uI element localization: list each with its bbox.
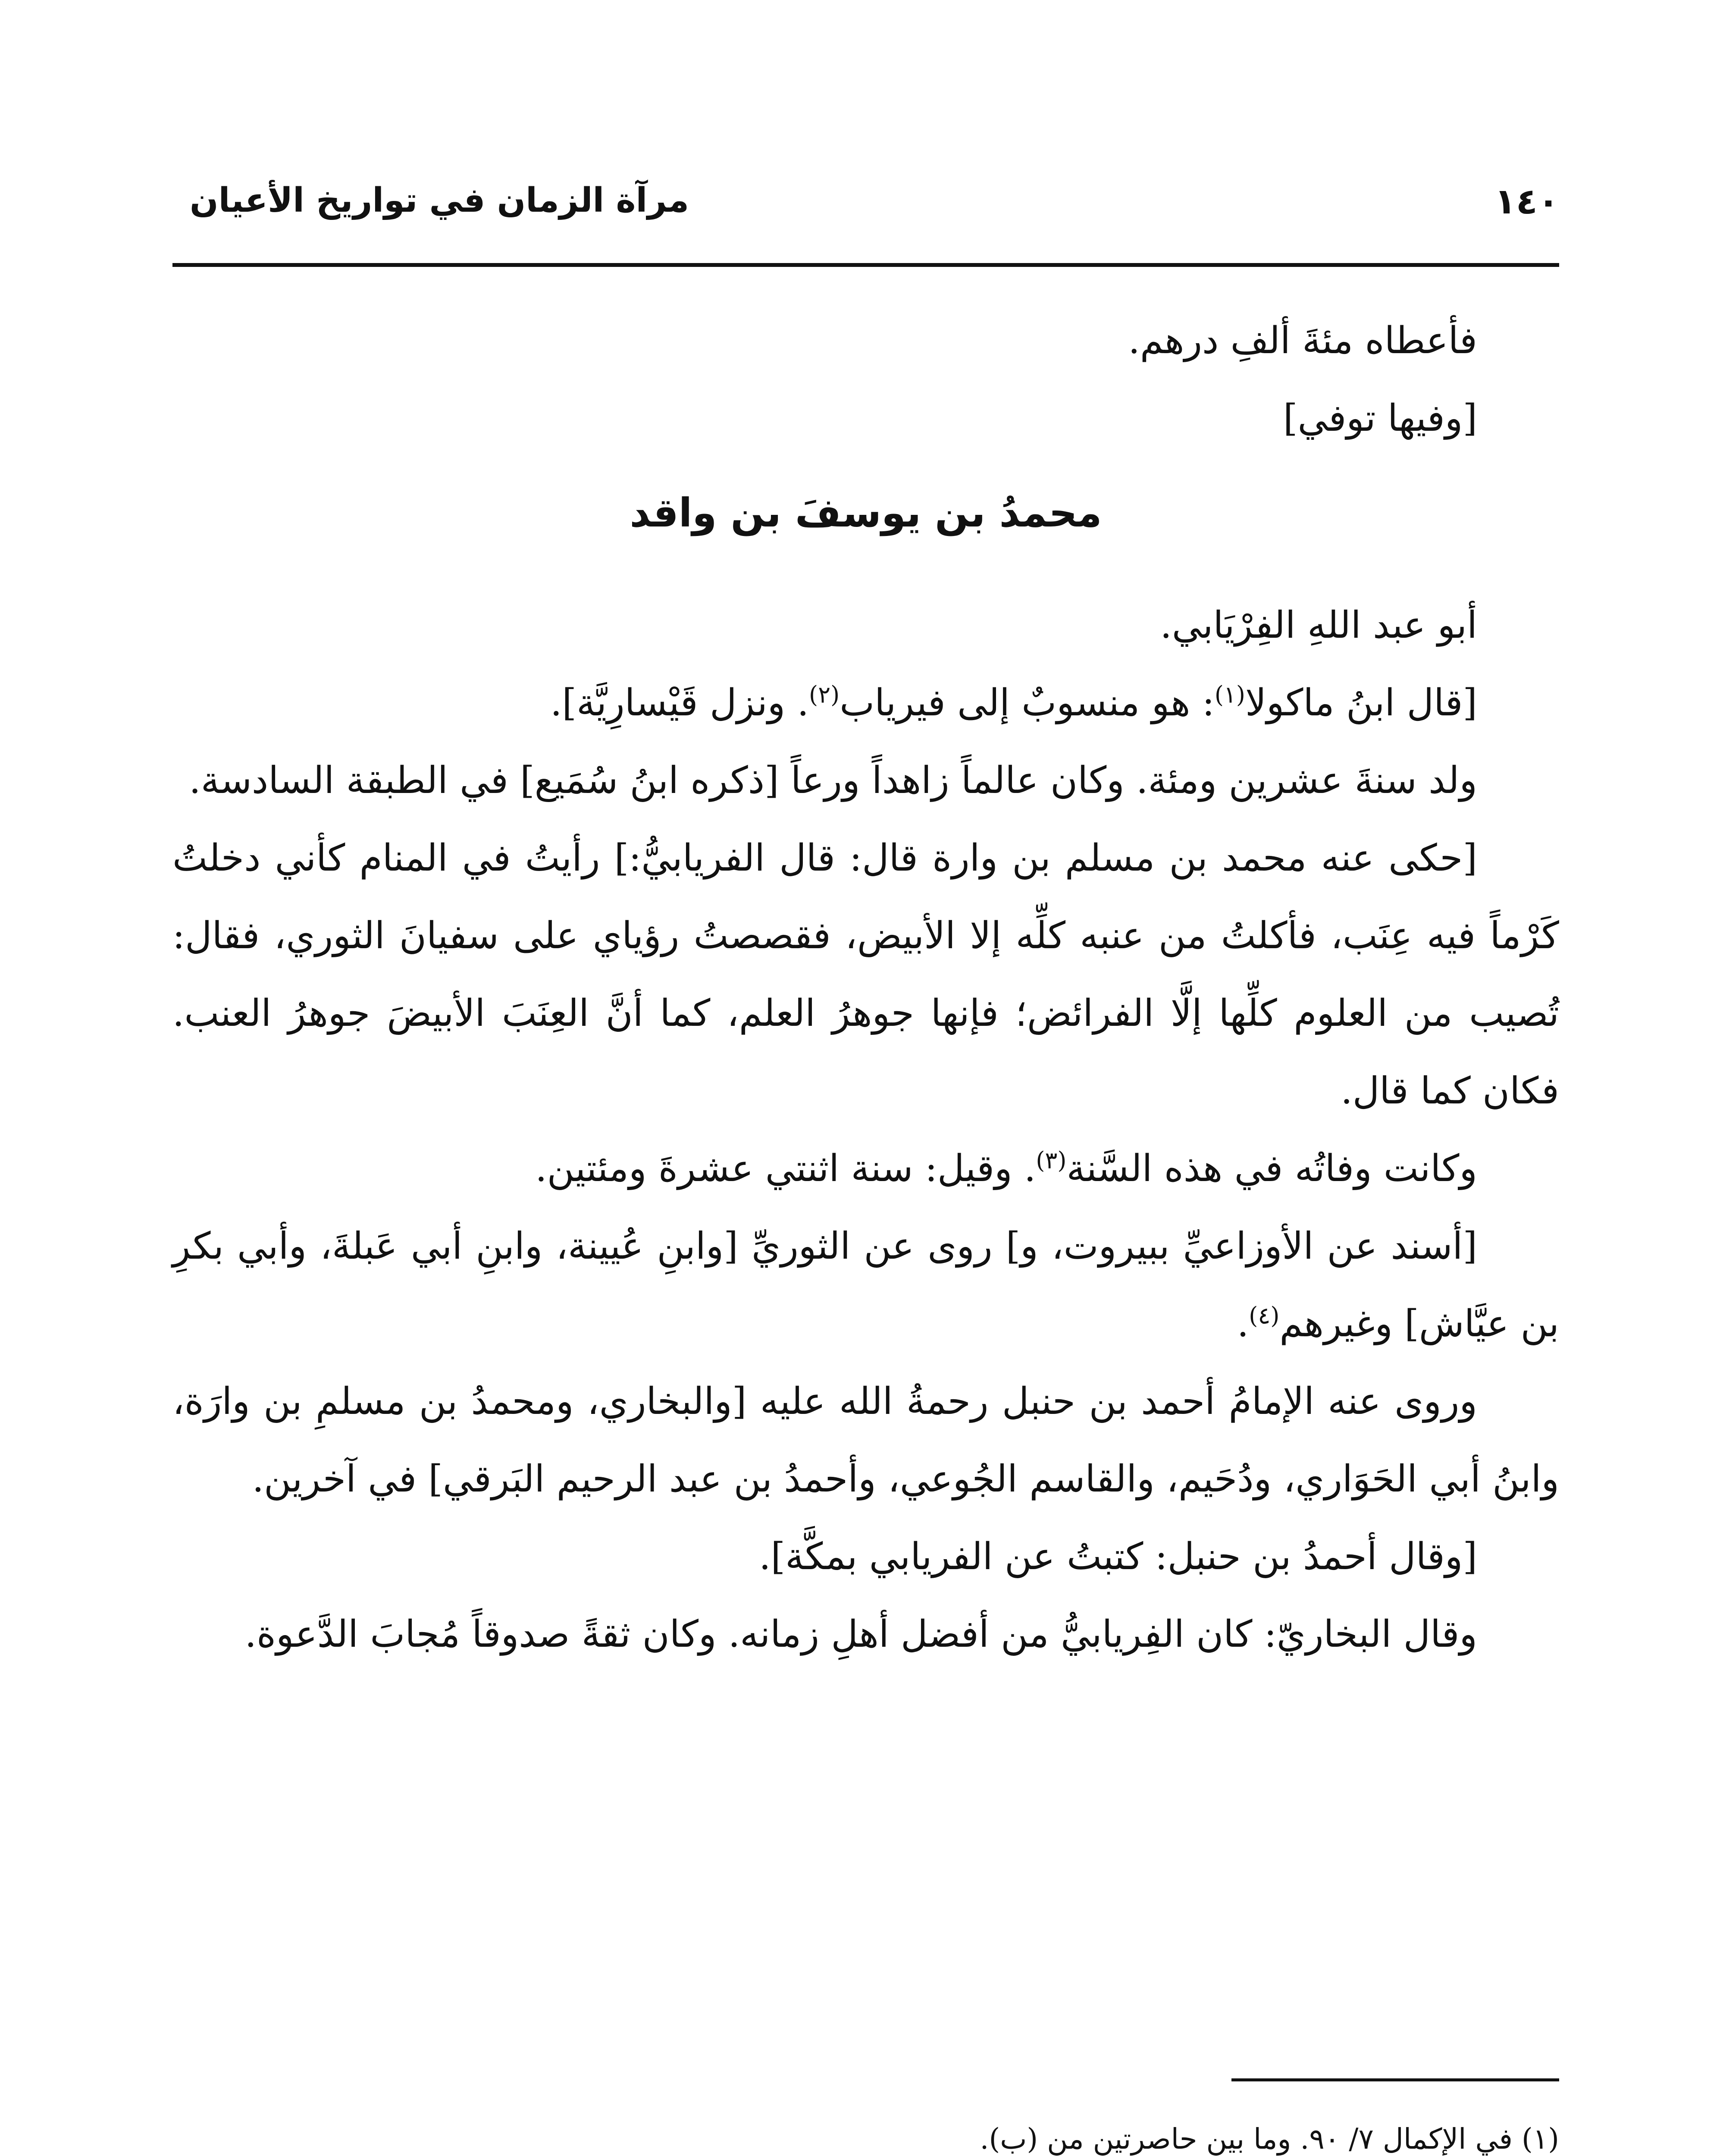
death-text-2: . وقيل: سنة اثنتي عشرةَ ومئتين. <box>535 1147 1036 1190</box>
footnotes <box>172 2113 1559 2156</box>
ibn-makula-text-1: [قال ابنُ ماكولا <box>1245 681 1477 724</box>
footnote-ref-2: (٢) <box>809 681 840 708</box>
asnad-text-1: [أسند عن الأوزاعيِّ ببيروت، و] روى عن الثوريِّ [وابنِ عُيينة، وابنِ أبي عَبلةَ، وأبي بكرِ بن عيَّاش] وغيرهم <box>172 1225 1559 1345</box>
book-title: مرآة الزمان في تواريخ الأعيان <box>190 181 689 220</box>
paragraph-dream: [حكى عنه محمد بن مسلم بن وارة قال: قال الفريابيُّ:] رأيتُ في المنام كأني دخلتُ كَرْماً فيه عِنَب، فأكلتُ من عنبه كلِّه إلا الأبيض، فقصصتُ رؤياي على سفيانَ الثوري، فقال: تُصيب من العلوم كلِّها إلَّا الفرائض؛ فإنها جوهرُ العلم، كما أنَّ العِنَبَ الأبيضَ جوهرُ العنب. فكان كما قال. <box>172 837 1559 1112</box>
paragraph-narrators: وروى عنه الإمامُ أحمد بن حنبل رحمةُ الله عليه [والبخاري، ومحمدُ بن مسلمِ بن وارَة، وابنُ أبي الحَوَاري، ودُحَيم، والقاسم الجُوعي، وأحمدُ بن عبد الرحيم البَرقي] في آخرين. <box>172 1380 1559 1501</box>
asnad-text-2: . <box>1237 1302 1249 1345</box>
paragraph-asnad <box>172 1207 1559 1363</box>
page-number: ١٤٠ <box>1494 181 1559 222</box>
footnote-ref-4: (٤) <box>1249 1302 1280 1329</box>
footnote-rule <box>1231 2078 1559 2081</box>
biography-heading: محمدُ بن يوسفَ بن واقد <box>630 490 1102 536</box>
death-text-1: وكانت وفاتُه في هذه السَّنة <box>1066 1147 1477 1190</box>
ibn-makula-text-3: . ونزل قَيْسارِيَّة]. <box>550 681 809 724</box>
footnote-1: (١) في الإكمال ٧/ ٩٠. وما بين حاصرتين من (ب). <box>980 2122 1559 2156</box>
footnote-ref-3: (٣) <box>1036 1147 1067 1174</box>
header-rule <box>172 263 1559 267</box>
paragraph-kunya: أبو عبد اللهِ الفِرْيَابي. <box>1160 604 1477 647</box>
paragraph-bukhari: وقال البخاريّ: كان الفِريابيُّ من أفضل أهلِ زمانه. وكان ثقةً صدوقاً مُجابَ الدَّعوة. <box>244 1613 1477 1656</box>
ibn-makula-text-2: : هو منسوبٌ إلى فيرياب <box>840 681 1215 724</box>
paragraph-death <box>172 1130 1559 1207</box>
paragraph-gift: فأعطاه مئةَ ألفِ درهم. <box>1128 319 1477 362</box>
paragraph-ibn-makula <box>172 664 1559 742</box>
paragraph-ahmad: [وقال أحمدُ بن حنبل: كتبتُ عن الفريابي بمكَّة]. <box>759 1535 1477 1578</box>
paragraph-birth: ولد سنةَ عشرين ومئة. وكان عالماً زاهداً ورعاً [ذكره ابنُ سُمَيع] في الطبقة السادسة. <box>189 759 1477 802</box>
paragraph-died-in-it: [وفيها توفي] <box>1283 397 1477 440</box>
footnote-ref-1: (١) <box>1214 681 1245 708</box>
main-text <box>172 302 1559 1673</box>
running-header <box>172 172 1559 233</box>
